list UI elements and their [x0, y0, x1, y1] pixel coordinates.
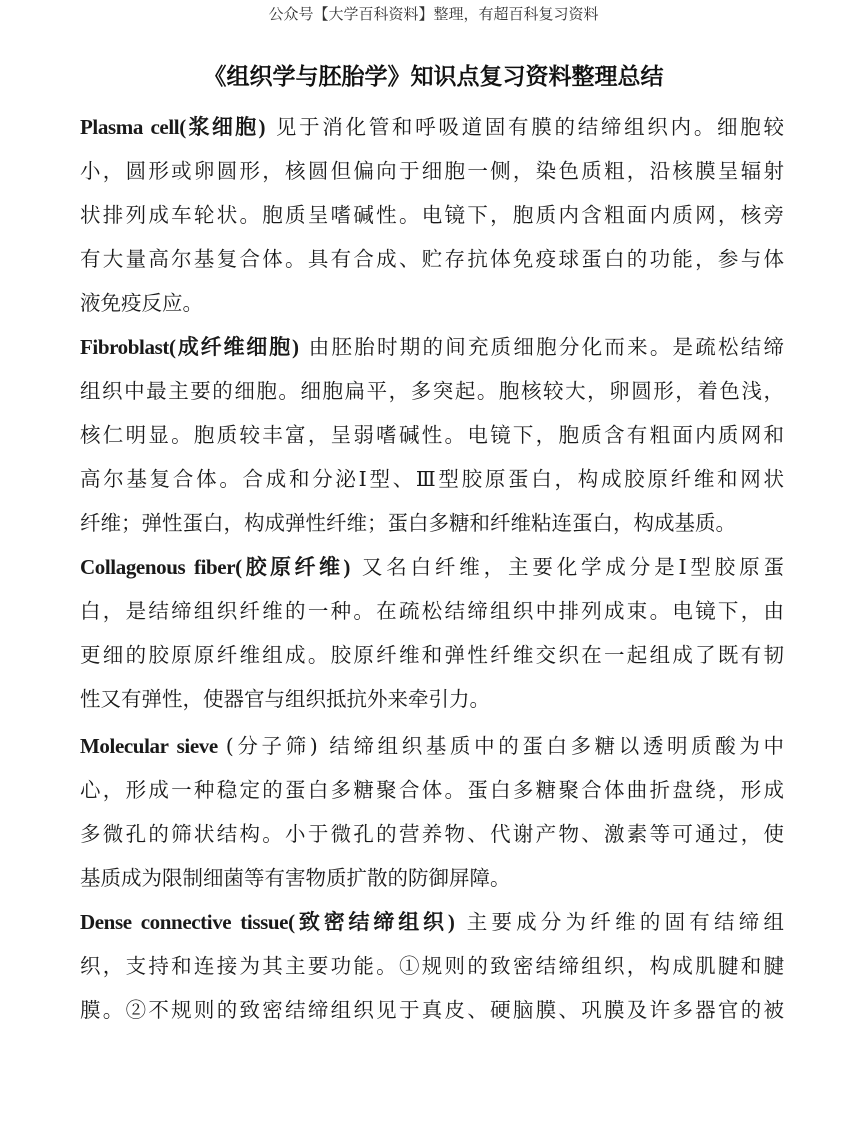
text-line — [80, 545, 784, 589]
line-text: 织，支持和连接为其主要功能。①规则的致密结缔组织，构成肌腱和腱 — [80, 954, 784, 978]
text-line — [80, 149, 784, 193]
term-heading: Plasma cell(浆细胞) — [80, 115, 266, 139]
line-text: 液免疫反应。 — [80, 291, 203, 315]
term-paragraph — [80, 105, 784, 325]
line-text: 基质成为限制细菌等有害物质扩散的防御屏障。 — [80, 866, 511, 890]
line-text: 高尔基复合体。合成和分泌Ⅰ型、Ⅲ型胶原蛋白，构成胶原纤维和网状 — [80, 467, 784, 491]
text-line — [80, 768, 784, 812]
line-text: 见于消化管和呼吸道固有膜的结缔组织内。细胞较 — [273, 115, 784, 139]
line-text: 由胚胎时期的间充质细胞分化而来。是疏松结缔 — [306, 335, 784, 359]
text-line — [80, 724, 784, 768]
text-line — [80, 369, 784, 413]
text-line — [80, 193, 784, 237]
line-text: 多微孔的筛状结构。小于微孔的营养物、代谢产物、激素等可通过，使 — [80, 822, 784, 846]
line-text: 纤维；弹性蛋白，构成弹性纤维；蛋白多糖和纤维粘连蛋白，构成基质。 — [80, 511, 736, 535]
text-line — [80, 812, 784, 856]
term-heading: Dense connective tissue(致密结缔组织) — [80, 910, 455, 934]
text-line — [80, 325, 784, 369]
text-line — [80, 633, 784, 677]
line-text: 性又有弹性，使器官与组织抵抗外来牵引力。 — [80, 687, 490, 711]
line-text: 核仁明显。胞质较丰富，呈弱嗜碱性。电镜下，胞质含有粗面内质网和 — [80, 423, 784, 447]
term-heading: Molecular sieve — [80, 734, 218, 758]
term-paragraph — [80, 325, 784, 545]
line-text: 主要成分为纤维的固有结缔组 — [462, 910, 784, 934]
text-line — [80, 413, 784, 457]
line-text: 状排列成车轮状。胞质呈嗜碱性。电镜下，胞质内含粗面内质网，核旁 — [80, 203, 784, 227]
text-line — [80, 677, 784, 721]
text-line — [80, 501, 784, 545]
text-line — [80, 856, 784, 900]
text-line — [80, 589, 784, 633]
term-heading: Fibroblast(成纤维细胞) — [80, 335, 299, 359]
text-line — [80, 988, 784, 1032]
line-text: 组织中最主要的细胞。细胞扁平，多突起。胞核较大，卵圆形，着色浅， — [80, 379, 784, 403]
text-line — [80, 105, 784, 149]
line-text: 结缔组织基质中的蛋白多糖以透明质酸为中 — [325, 734, 784, 758]
line-text: 更细的胶原原纤维组成。胶原纤维和弹性纤维交织在一起组成了既有韧 — [80, 643, 784, 667]
document-body — [80, 105, 784, 1032]
line-text: 又名白纤维，主要化学成分是Ⅰ型胶原蛋 — [358, 555, 784, 579]
text-line — [80, 900, 784, 944]
text-line — [80, 944, 784, 988]
text-line — [80, 457, 784, 501]
line-text: 小，圆形或卵圆形，核圆但偏向于细胞一侧，染色质粗，沿核膜呈辐射 — [80, 159, 784, 183]
line-text: 心，形成一种稳定的蛋白多糖聚合体。蛋白多糖聚合体曲折盘绕，形成 — [80, 778, 784, 802]
text-line — [80, 281, 784, 325]
term-paragraph — [80, 545, 784, 721]
text-line — [80, 237, 784, 281]
term-chinese-name: (分子筛) — [225, 734, 318, 758]
term-paragraph — [80, 900, 784, 1032]
document-title: 《组织学与胚胎学》知识点复习资料整理总结 — [203, 63, 664, 90]
page-header: 公众号【大学百科资料】整理，有超百科复习资料 — [268, 5, 599, 23]
line-text: 有大量高尔基复合体。具有合成、贮存抗体免疫球蛋白的功能，参与体 — [80, 247, 784, 271]
term-heading: Collagenous fiber(胶原纤维) — [80, 555, 350, 579]
line-text: 膜。②不规则的致密结缔组织见于真皮、硬脑膜、巩膜及许多器官的被 — [80, 998, 784, 1022]
line-text: 白，是结缔组织纤维的一种。在疏松结缔组织中排列成束。电镜下，由 — [80, 599, 784, 623]
term-paragraph — [80, 724, 784, 900]
